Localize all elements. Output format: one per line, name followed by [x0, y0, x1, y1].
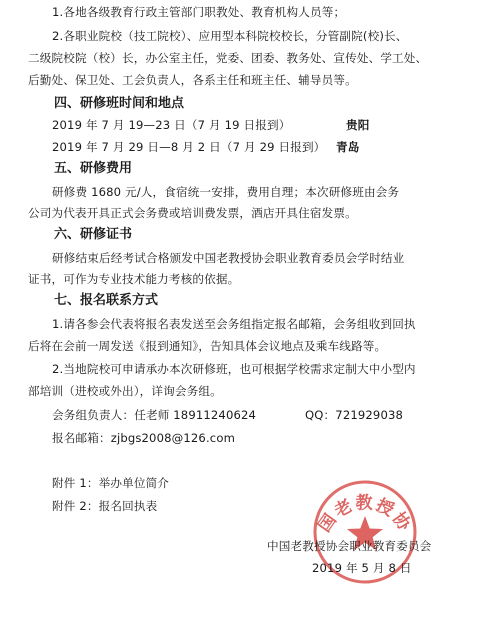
- participant-item-2-line-1: 2.各职业院校（技工院校）、应用型本科院校校长，分管副院(校)长、: [52, 29, 408, 43]
- contact-qq: QQ：721929038: [305, 408, 404, 422]
- contact-para-1-line-2: 后将在会前一周发送《报到通知》，告知具体会议地点及乘车线路等。: [28, 339, 387, 353]
- schedule-row-1-place: 贵阳: [346, 118, 370, 132]
- attachment-2: 附件 2：报名回执表: [52, 499, 158, 513]
- contact-person: 会务组负责人：任老师 18911240624: [52, 408, 257, 422]
- contact-para-2-line-2: 部培训（进校或外出），详询会务组。: [28, 384, 222, 398]
- participant-item-1: 1.各地各级教育行政主管部门职教处、教育机构人员等；: [52, 5, 346, 19]
- section-6-heading: 六、研修证书: [54, 227, 133, 242]
- fee-line-1: 研修费 1680 元/人，食宿统一安排，费用自理；本次研修班由会务: [52, 185, 400, 199]
- contact-para-1-line-1: 1.请各参会代表将报名表发送至会务组指定报名邮箱，会务组收到回执: [52, 317, 416, 331]
- signature-organization: 中国老教授协会职业教育委员会: [267, 539, 432, 553]
- attachment-1: 附件 1：举办单位简介: [52, 476, 170, 490]
- section-5-heading: 五、研修费用: [54, 161, 133, 176]
- fee-line-2: 公司为代表开具正式会务费或培训费发票，酒店开具住宿发票。: [28, 206, 357, 220]
- certificate-line-1: 研修结束后经考试合格颁发中国老教授协会职业教育委员会学时结业: [52, 251, 405, 265]
- section-7-heading: 七、报名联系方式: [54, 293, 159, 308]
- seal-text: 国老教授协: [314, 493, 416, 537]
- contact-email: 报名邮箱：zjbgs2008@126.com: [52, 431, 236, 445]
- section-4-heading: 四、研修班时间和地点: [54, 96, 185, 111]
- schedule-row-2-place: 青岛: [336, 140, 360, 154]
- certificate-line-2: 证书，可作为专业技术能力考核的依据。: [28, 272, 240, 286]
- schedule-row-1-time: 2019 年 7 月 19—23 日（7 月 19 日报到）: [52, 118, 291, 132]
- contact-para-2-line-1: 2.当地院校可申请承办本次研修班，也可根据学校需求定制大中小型内: [52, 362, 416, 376]
- participant-item-2-line-3: 后勤处、保卫处、工会负责人，各系主任和班主任、辅导员等。: [28, 73, 357, 87]
- signature-date: 2019 年 5 月 8 日: [312, 561, 412, 575]
- participant-item-2-line-2: 二级院校院（校）长，办公室主任，党委、团委、教务处、宣传处、学工处、: [28, 51, 428, 65]
- schedule-row-2-time: 2019 年 7 月 29 日—8 月 2 日（7 月 29 日报到）: [52, 140, 326, 154]
